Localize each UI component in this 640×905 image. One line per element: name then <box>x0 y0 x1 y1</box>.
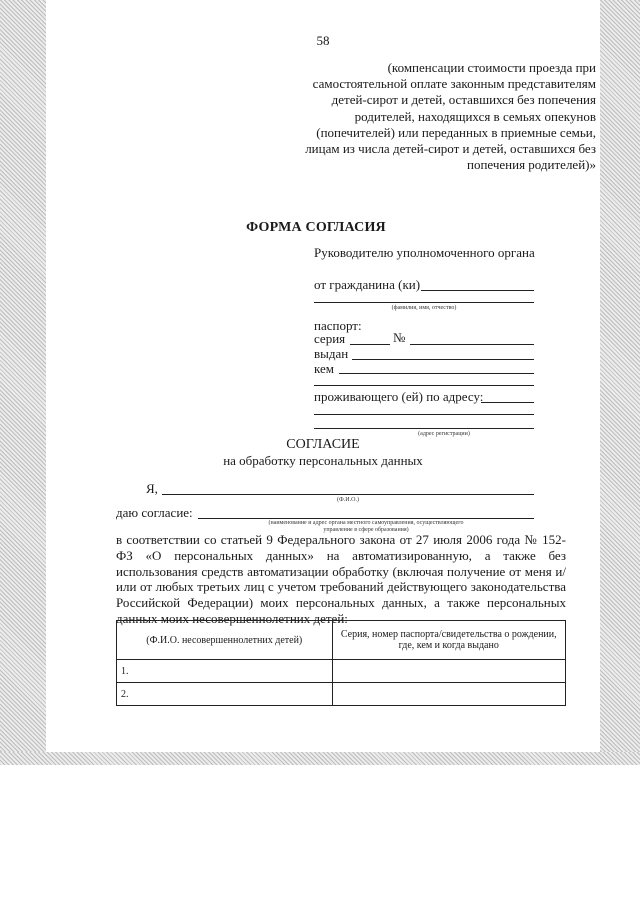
consent-body-text: в соответствии со статьей 9 Федерального закона от 27 июля 2006 года № 152-ФЗ «О персональных данных» на автоматизированную, а также без использования средств автоматизации обработку (включая получение от меня и/или от любых третьих лиц с учетом требований действующего законодательства Российской Федерации) моих персональных данных, а также персональных данных моих несовершеннолетних детей: <box>116 532 566 626</box>
from-citizen-label: от гражданина (ки) <box>314 277 421 292</box>
scan-border-bottom <box>0 752 640 765</box>
from-citizen-line-2 <box>314 302 534 303</box>
passport-series-label: серия <box>314 331 346 346</box>
passport-by-label: кем <box>314 361 334 376</box>
passport-by-line <box>339 373 534 374</box>
caption-organ-line-2: управление в сфере образования) <box>323 527 409 533</box>
children-table <box>116 620 566 706</box>
organ-line <box>198 518 534 519</box>
fio-line <box>162 494 534 495</box>
caption-fio-full: (фамилия, имя, отчество) <box>391 305 457 311</box>
caption-fio: (Ф.И.О.) <box>337 497 359 503</box>
passport-label: паспорт: <box>314 318 362 333</box>
caption-organ-line-1: (наименование и адрес органа местного самоуправления, осуществляющего <box>268 520 464 526</box>
table-header-document: Серия, номер паспорта/свидетельства о рождении, где, кем и когда выдано <box>332 621 565 660</box>
passport-issued-label: выдан <box>314 346 349 361</box>
passport-issued-line <box>352 359 534 360</box>
header-note: (компенсации стоимости проезда при самостоятельной оплате законным представителям детей-сирот и детей, оставшихся без попечения родителей, находящихся в семьях опекунов (попечителей) или переданных в приемные семьи, лицам из числа детей-сирот и детей, оставшихся без попечения родителей)» <box>305 60 596 173</box>
from-citizen-line <box>421 290 534 291</box>
passport-extra-line <box>314 385 534 386</box>
table-header-row <box>117 621 566 660</box>
table-row <box>117 683 566 706</box>
addressee-label: Руководителю уполномоченного органа <box>314 245 535 260</box>
table-cell-number: 2. <box>117 683 333 706</box>
consent-title: СОГЛАСИЕ <box>286 437 360 452</box>
address-line-3 <box>314 428 534 429</box>
document-page <box>46 0 600 752</box>
table-row <box>117 660 566 683</box>
passport-series-line <box>350 344 390 345</box>
form-title: ФОРМА СОГЛАСИЯ <box>246 220 386 235</box>
table-cell-document <box>332 683 565 706</box>
residing-label: проживающего (ей) по адресу: <box>314 389 484 404</box>
table-cell-number: 1. <box>117 660 333 683</box>
give-consent-label: даю согласие: <box>116 505 193 520</box>
table-cell-document <box>332 660 565 683</box>
scan-border-left <box>0 0 46 764</box>
caption-address: (адрес регистрации) <box>418 431 470 437</box>
passport-number-line <box>410 344 534 345</box>
address-line-1 <box>481 402 534 403</box>
i-label: Я, <box>146 481 158 496</box>
table-header-fio: (Ф.И.О. несовершеннолетних детей) <box>117 621 333 660</box>
scan-border-right <box>600 0 640 764</box>
page-number: 58 <box>316 33 330 48</box>
passport-number-label: № <box>393 330 406 345</box>
address-line-2 <box>314 414 534 415</box>
consent-subtitle: на обработку персональных данных <box>223 453 423 468</box>
